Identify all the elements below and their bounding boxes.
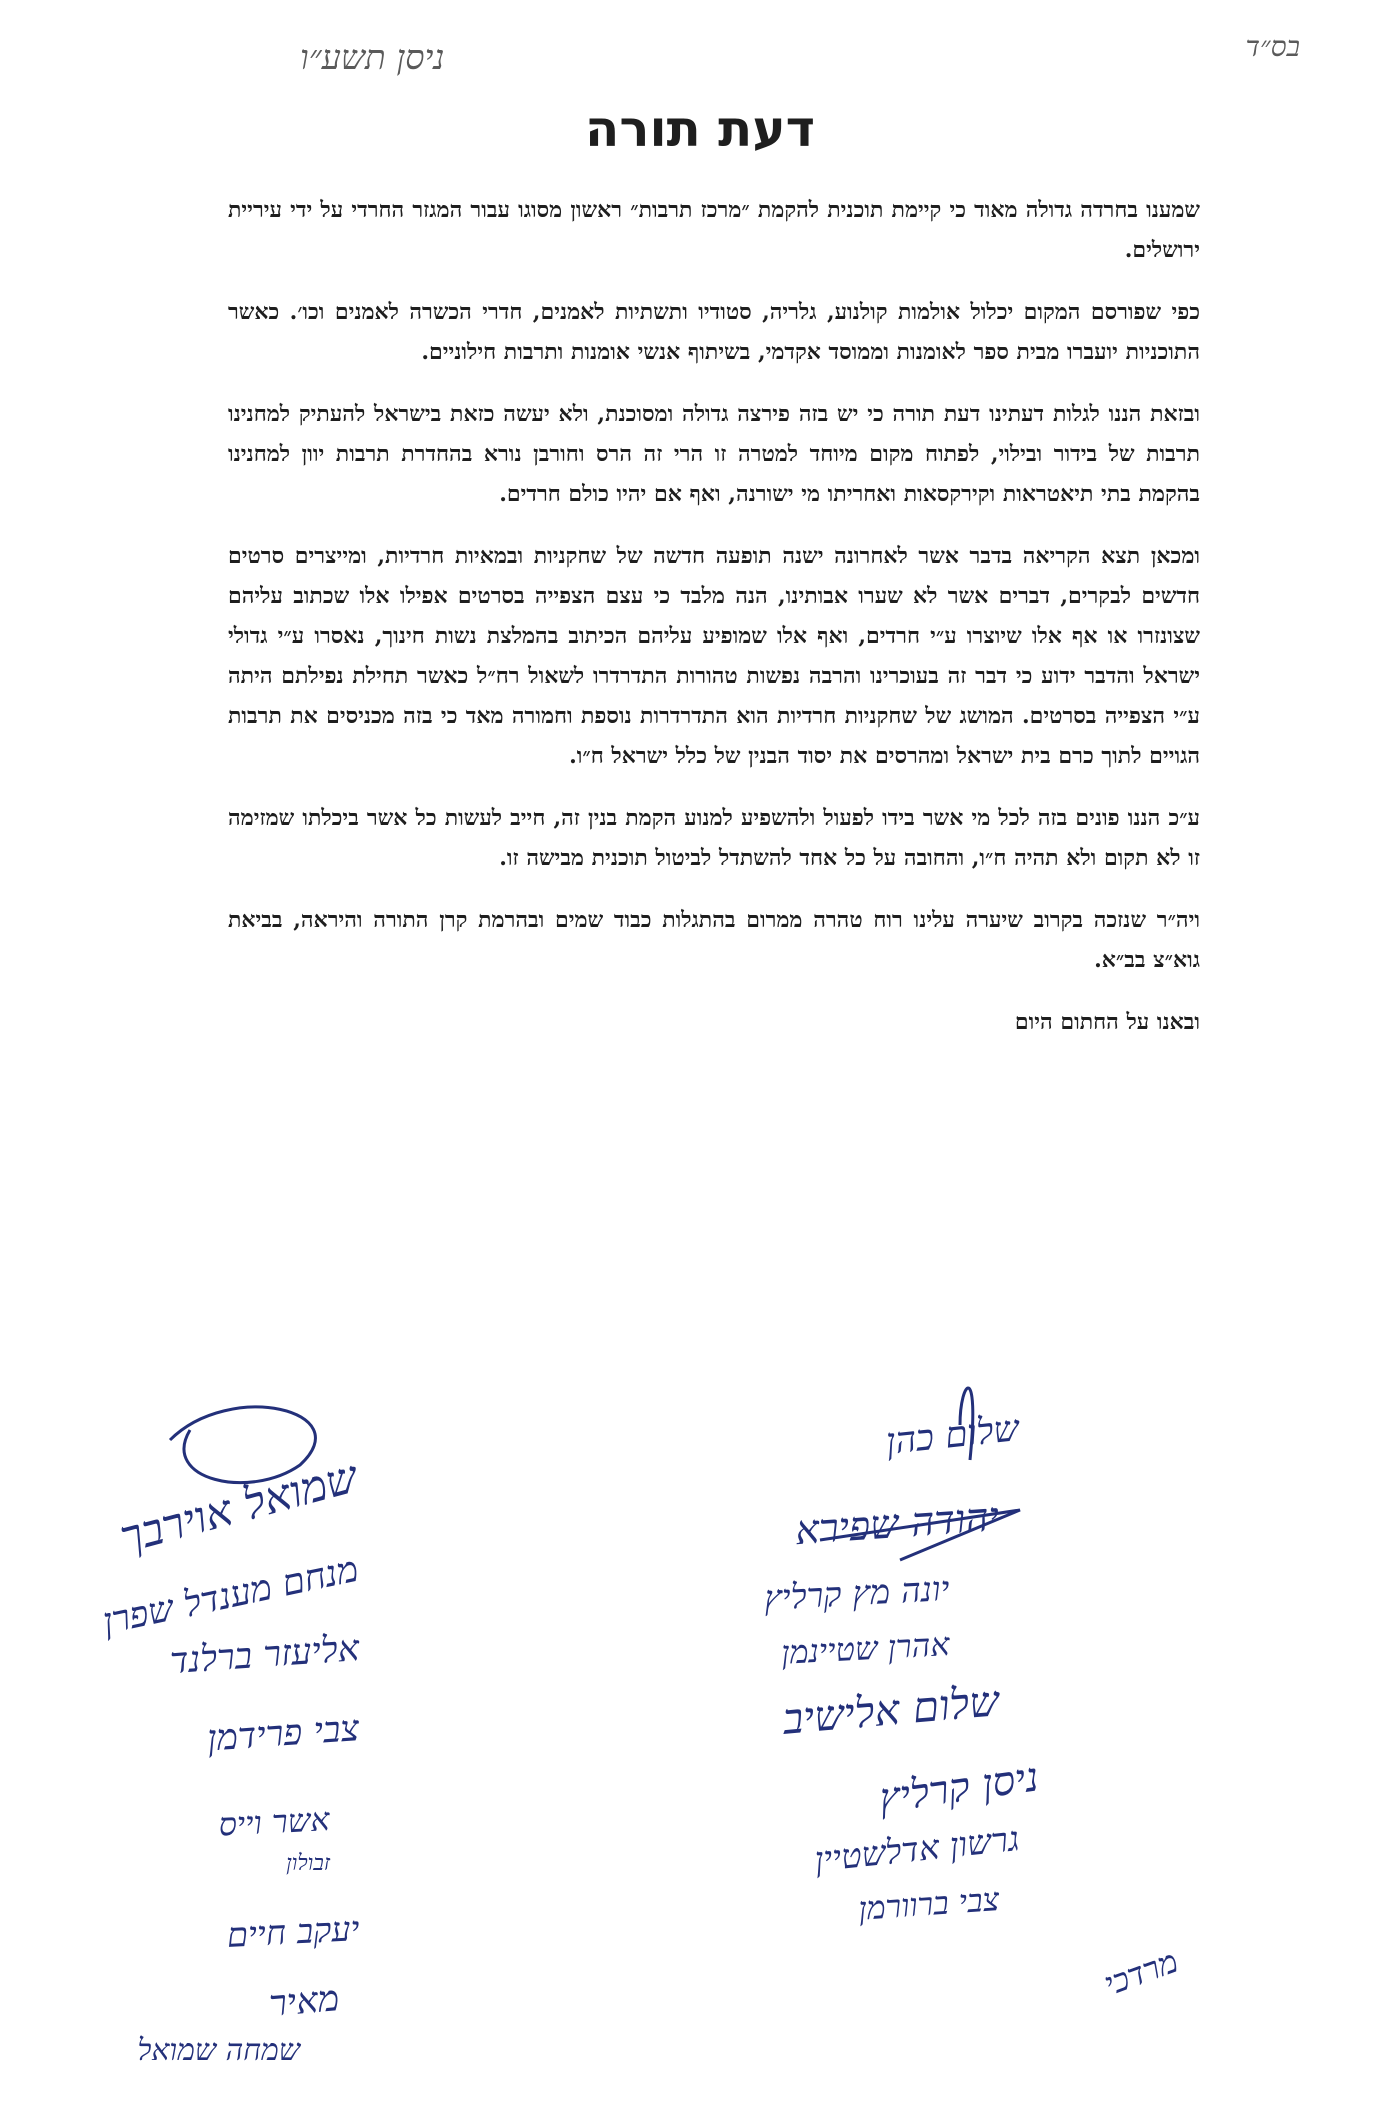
paragraph-intro: שמענו בחרדה גדולה מאוד כי קיימת תוכנית להקמת ״מרכז תרבות״ ראשון מסוגו עבור המגזר החרדי על ידי עיריית ירושלים. (228, 197, 1200, 263)
signature: שלום כהן (884, 1408, 1021, 1463)
handwritten-date-note: ניסן תשע״ו (300, 38, 445, 78)
signature: שמחה שמואל (137, 2033, 300, 2068)
signature: יעקב חיים (225, 1909, 361, 1956)
letter-body (228, 190, 1200, 1064)
handwritten-header-note: בס״ד (1245, 30, 1300, 63)
paragraph-call-to-action: ע״כ הננו פונים בזה לכל מי אשר בידו לפעול ולהשפיע למנוע הקמת בנין זה, חייב לעשות כל אשר ביכלתו שמזימה זו לא תקום ולא תהיה ח״ו, והחובה על כל אחד להשתדל לביטול תוכנית מבישה זו. (228, 805, 1200, 871)
signature: גרשון אדלשטיין (812, 1819, 1021, 1881)
signature: ניסן קרליץ (876, 1754, 1042, 1823)
paragraph-films: ומכאן תצא הקריאה בדבר אשר לאחרונה ישנה תופעה חדשה של שחקניות ובמאיות חרדיות, ומייצרים סרטים חדשים לבקרים, דברים אשר לא שערו אבותינו, הנה מלבד כי עצם הצפייה בסרטים אפילו אלו שכתוב עליהם שצונזרו או אף אלו שיוצרו ע״י חרדים, ואף אלו שמופיע עליהם הכיתוב בהמלצת נשות חינוך, נאסרו ע״י גדולי ישראל והדבר ידוע כי דבר זה בעוכרינו והרבה נפשות טהורות התדרדרו לשאול רח״ל כאשר תחילת נפילתם היתה ע״י הצפייה בסרטים. המושג של שחקניות חרדיות הוא התדרדרות נוספת וחמורה מאד כי בזה מכניסים את תרבות הגויים לתוך כרם בית ישראל ומהרסים את יסוד הבנין של כלל ישראל ח״ו. (228, 543, 1200, 769)
paragraph-opinion: ובזאת הננו לגלות דעתינו דעת תורה כי יש בזה פירצה גדולה ומסוכנת, ולא יעשה כזאת בישראל להעתיק למחנינו תרבות של בידור ובילוי, לפתוח מקום מיוחד למטרה זו הרי זה הרס וחורבן נורא בהחדרת תרבות יוון למחנינו בהקמת בתי תיאטראות וקירקסאות ואחריתו מי ישורנה, ואף אם יהיו כולם חרדים. (228, 401, 1200, 507)
signature: יונה מץ קרליץ (763, 1569, 951, 1619)
signature: זבולון (286, 1851, 330, 1876)
signature: מנחם מענדל שפרן (99, 1548, 362, 1643)
signature: שלום אלישיב (780, 1676, 1001, 1744)
signature: אליעזר ברלנד (168, 1628, 361, 1683)
paragraph-plan-details: כפי שפורסם המקום יכלול אולמות קולנוע, גלריה, סטודיו ותשתיות לאמנים, חדרי הכשרה לאמנים וכו׳. כאשר התוכניות יועברו מבית ספר לאומנות וממוסד אקדמי, בשיתוף אנשי אומנות ותרבות חילוניים. (228, 299, 1200, 365)
paragraph-blessing: ויה״ר שנזכה בקרוב שיערה עלינו רוח טהרה ממרום בהתגלות כבוד שמים ובהרמת קרן התורה והיראה, בביאת גוא״צ בב״א. (228, 907, 1200, 973)
signature: צבי פרידמן (205, 1708, 361, 1760)
signature: צבי ברוורמן (857, 1880, 1001, 1928)
signature: אהרן שטיינמן (780, 1625, 951, 1672)
signature: יהודה שפירא (793, 1494, 1001, 1555)
paragraph-signoff: ובאנו על החתום היום (1014, 1009, 1200, 1035)
signatures-area (0, 1370, 1400, 2070)
page-title: דעת תורה (584, 100, 816, 158)
signature: מאיר (267, 1978, 341, 2026)
signature: שמואל אוירבך (114, 1451, 363, 1564)
signature: מרדכי (1099, 1941, 1183, 2004)
signature: אשר וייס (217, 1800, 331, 1844)
